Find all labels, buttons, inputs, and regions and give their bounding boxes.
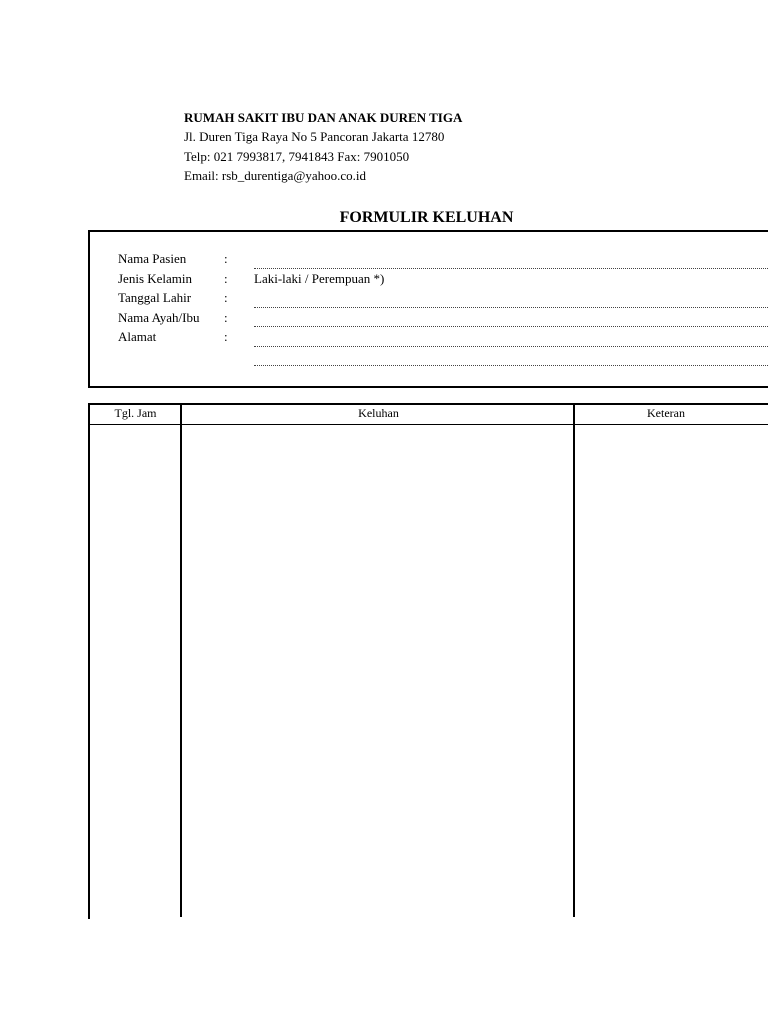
hospital-name: RUMAH SAKIT IBU DAN ANAK DUREN TIGA — [184, 110, 463, 125]
parent-name-field[interactable] — [254, 326, 768, 327]
address-field-line1[interactable] — [254, 346, 768, 347]
complaint-table — [88, 403, 768, 919]
column-header-complaint: Keluhan — [358, 406, 399, 420]
column-header-note-label: Keteran — [647, 406, 685, 420]
column-divider — [573, 403, 575, 917]
form-title: FORMULIR KELUHAN — [339, 209, 514, 226]
colon: : — [224, 329, 228, 344]
hospital-phone: Telp: 021 7993817, 7941843 Fax: 7901050 — [184, 149, 410, 164]
hospital-address: Jl. Duren Tiga Raya No 5 Pancoran Jakarta 12780 — [184, 129, 445, 144]
address-field-line2[interactable] — [254, 365, 768, 366]
hospital-email: Email: rsb_durentiga@yahoo.co.id — [184, 168, 367, 183]
colon: : — [224, 290, 228, 305]
gender-options[interactable]: Laki-laki / Perempuan *) — [254, 271, 385, 286]
colon: : — [224, 310, 228, 325]
patient-name-field[interactable] — [254, 268, 768, 269]
label-gender: Jenis Kelamin — [118, 271, 193, 286]
label-birth-date: Tanggal Lahir — [118, 290, 192, 305]
column-divider — [180, 403, 182, 917]
colon: : — [224, 251, 228, 266]
column-header-date-time: Tgl. Jam — [114, 406, 157, 420]
label-patient-name: Nama Pasien — [118, 251, 187, 266]
column-header-note — [576, 405, 696, 421]
label-address: Alamat — [118, 329, 157, 344]
label-parent-name: Nama Ayah/Ibu — [118, 310, 200, 325]
birth-date-field[interactable] — [254, 307, 768, 308]
colon: : — [224, 271, 228, 286]
header-row-divider — [88, 424, 768, 425]
